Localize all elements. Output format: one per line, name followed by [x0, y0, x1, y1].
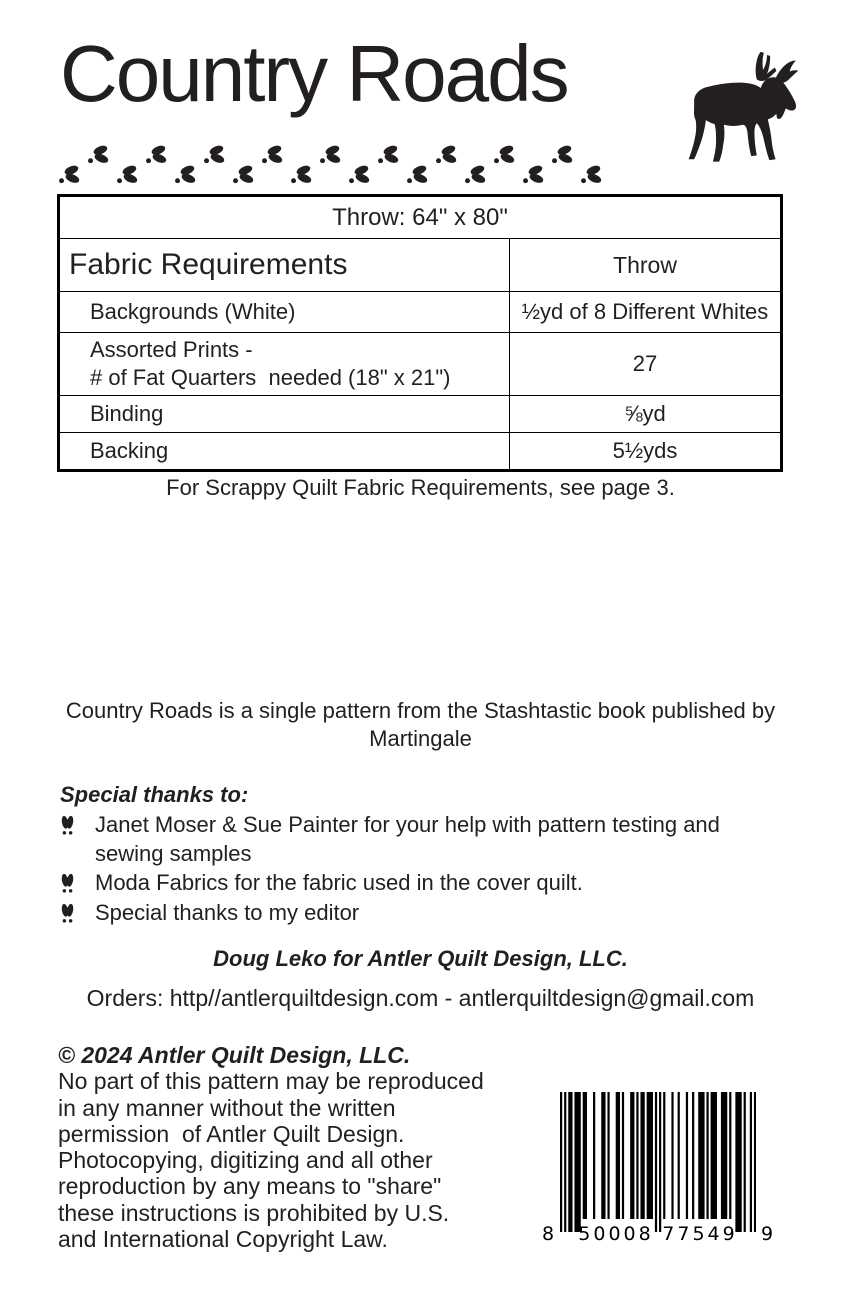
hoofprint-icon: [522, 141, 551, 189]
copyright-line: reproduction by any means to "share": [58, 1173, 442, 1200]
hoofprint-icon: [493, 141, 522, 189]
row-value-binding: ⅝yd: [510, 396, 782, 433]
hoofprint-bullet-icon: [60, 902, 75, 924]
hoofprint-icon: [87, 141, 116, 189]
row-value-backing: 5½yds: [510, 433, 782, 471]
hoofprint-icon: [116, 141, 145, 189]
table-header-throw: Throw: [510, 239, 782, 292]
hoofprint-icon: [145, 141, 174, 189]
list-item: [60, 899, 760, 928]
list-item: [60, 811, 760, 868]
copyright-line: No part of this pattern may be reproduced: [58, 1068, 484, 1095]
special-thanks-list: [60, 811, 760, 928]
copyright-line: in any manner without the written: [58, 1094, 396, 1121]
moose-icon: [672, 48, 804, 164]
statement-line1: Country Roads is a single pattern from the Stashtastic book published by: [65, 698, 776, 723]
scrappy-note: For Scrappy Quilt Fabric Requirements, see page 3.: [166, 475, 675, 500]
hoofprint-bullet-icon: [60, 872, 75, 894]
orders-contact-line: Orders: http//antlerquiltdesign.com - antlerquiltdesign@gmail.com: [86, 985, 755, 1011]
row-label-binding: Binding: [59, 396, 510, 433]
row-value-backgrounds: ½yd of 8 Different Whites: [510, 292, 782, 333]
table-row: [59, 433, 782, 471]
thanks-item-text: Moda Fabrics for the fabric used in the cover quilt.: [95, 870, 583, 895]
row-value-assorted-prints: 27: [510, 333, 782, 396]
hoofprint-icon: [551, 141, 580, 189]
hoofprint-icon: [377, 141, 406, 189]
thanks-item-text: Janet Moser & Sue Painter for your help with pattern testing and sewing samples: [95, 812, 720, 866]
page-title: Country Roads: [60, 29, 568, 118]
hoofprint-icon: [290, 141, 319, 189]
copyright-line: Photocopying, digitizing and all other: [58, 1147, 433, 1174]
hoofprint-icon: [232, 141, 261, 189]
thanks-item-text: Special thanks to my editor: [95, 899, 360, 925]
hoofprints-trail: [58, 141, 638, 193]
fabric-requirements-table: [57, 194, 783, 472]
copyright-line: and International Copyright Law.: [58, 1226, 388, 1253]
hoofprint-icon: [435, 141, 464, 189]
hoofprint-icon: [58, 141, 87, 189]
row-label-assorted-prints: [59, 333, 510, 396]
table-header-fabric-requirements: Fabric Requirements: [59, 239, 510, 292]
hoofprint-icon: [203, 141, 232, 189]
designer-attribution: Doug Leko for Antler Quilt Design, LLC.: [213, 946, 628, 971]
list-item: [60, 869, 760, 898]
row-label-backgrounds: Backgrounds (White): [59, 292, 510, 333]
barcode-digit-left: 8: [541, 1223, 555, 1245]
hoofprint-icon: [261, 141, 290, 189]
row-label-backing: Backing: [59, 433, 510, 471]
statement-line2: Martingale: [369, 726, 472, 751]
barcode-digits-group2: 77549: [662, 1223, 738, 1245]
barcode-bars: [560, 1092, 756, 1240]
table-row: [59, 333, 782, 396]
hoofprint-icon: [319, 141, 348, 189]
hoofprint-icon: [348, 141, 377, 189]
table-size-banner: Throw: 64" x 80": [59, 196, 782, 239]
barcode-digit-right: 9: [760, 1223, 774, 1245]
hoofprint-icon: [464, 141, 493, 189]
hoofprint-icon: [174, 141, 203, 189]
copyright-block: [58, 1042, 488, 1252]
copyright-line: © 2024 Antler Quilt Design, LLC.: [58, 1042, 411, 1068]
special-thanks-heading: Special thanks to:: [60, 782, 249, 807]
row-label-line1: Assorted Prints -: [90, 337, 253, 362]
hoofprint-icon: [406, 141, 435, 189]
row-label-line2: # of Fat Quarters needed (18" x 21"): [90, 365, 451, 390]
table-row: [59, 292, 782, 333]
hoofprint-icon: [580, 141, 609, 189]
hoofprint-bullet-icon: [60, 814, 75, 836]
barcode-digits-group1: 50008: [578, 1223, 654, 1245]
copyright-line: these instructions is prohibited by U.S.: [58, 1199, 450, 1226]
upc-barcode: [541, 1092, 774, 1252]
table-row: [59, 396, 782, 433]
copyright-line: permission of Antler Quilt Design.: [58, 1120, 405, 1147]
pattern-statement: [0, 697, 841, 753]
